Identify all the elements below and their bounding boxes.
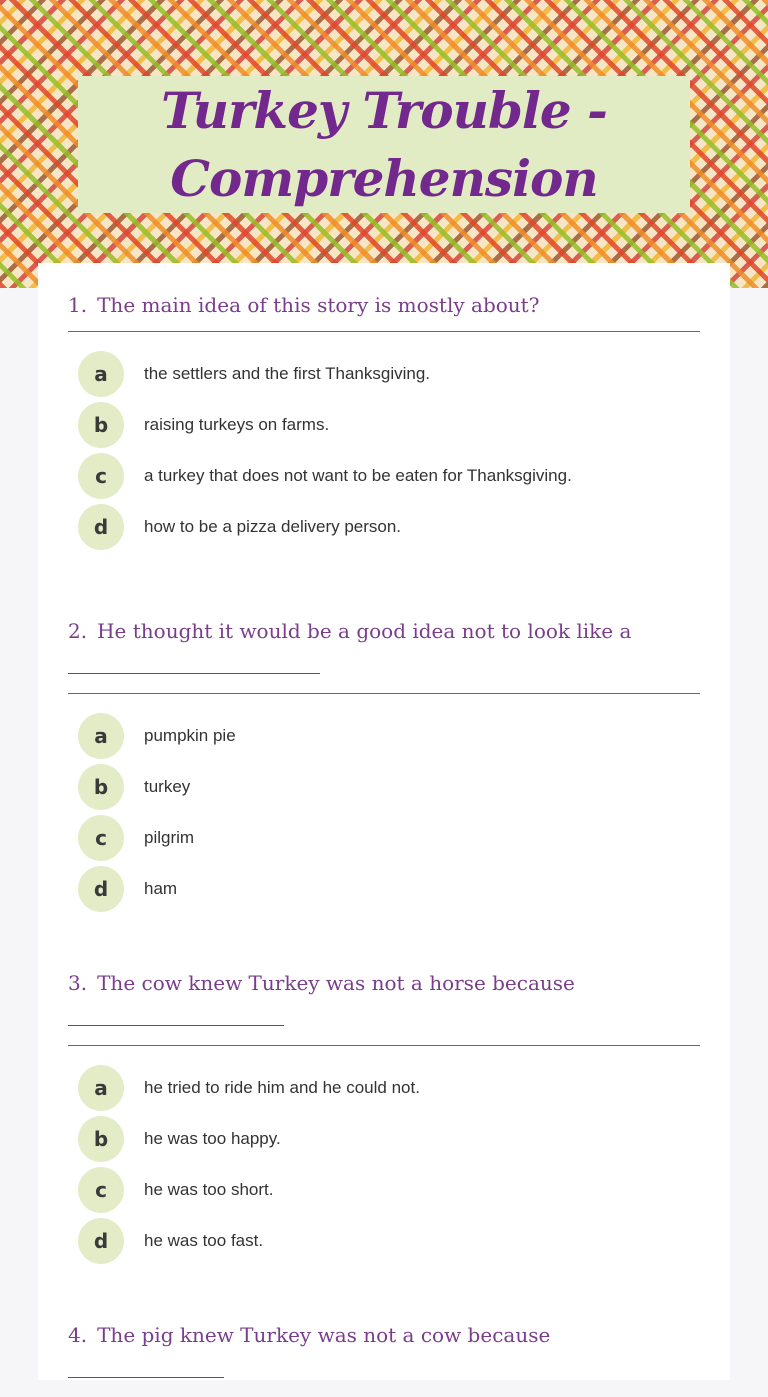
question-1 bbox=[68, 287, 700, 552]
option-letter: a bbox=[78, 713, 124, 759]
answer-option-d[interactable] bbox=[78, 1215, 700, 1266]
answer-option-b[interactable] bbox=[78, 1113, 700, 1164]
question-text bbox=[68, 287, 700, 332]
answer-option-d[interactable] bbox=[78, 863, 700, 914]
option-text: pumpkin pie bbox=[144, 725, 236, 745]
option-letter: c bbox=[78, 1167, 124, 1213]
option-text: a turkey that does not want to be eaten for Thanksgiving. bbox=[144, 465, 572, 485]
option-letter: c bbox=[78, 453, 124, 499]
option-letter: a bbox=[78, 351, 124, 397]
question-number: 4. bbox=[68, 1323, 88, 1347]
answer-option-a[interactable] bbox=[78, 710, 700, 761]
title-box bbox=[78, 76, 690, 213]
worksheet-sheet bbox=[38, 263, 730, 1380]
worksheet-title: Turkey Trouble - Comprehension bbox=[161, 80, 607, 208]
question-prompt: The main idea of this story is mostly about? bbox=[97, 293, 540, 317]
question-number: 3. bbox=[68, 971, 88, 995]
answer-blank bbox=[68, 1005, 284, 1026]
answer-blank bbox=[68, 653, 320, 674]
answer-option-c[interactable] bbox=[78, 1164, 700, 1215]
answer-option-d[interactable] bbox=[78, 501, 700, 552]
option-text: the settlers and the first Thanksgiving. bbox=[144, 363, 431, 383]
question-text bbox=[68, 613, 700, 694]
question-text bbox=[68, 1317, 700, 1397]
option-text: how to be a pizza delivery person. bbox=[144, 516, 402, 536]
option-text: pilgrim bbox=[144, 827, 195, 847]
option-letter: d bbox=[78, 504, 124, 550]
option-letter: b bbox=[78, 402, 124, 448]
answer-list bbox=[68, 1062, 700, 1266]
option-text: raising turkeys on farms. bbox=[144, 414, 330, 434]
answer-option-a[interactable] bbox=[78, 348, 700, 399]
answer-option-a[interactable] bbox=[78, 1062, 700, 1113]
question-prompt: He thought it would be a good idea not to look like a bbox=[97, 619, 632, 643]
question-4 bbox=[68, 1317, 700, 1397]
answer-blank bbox=[68, 1357, 224, 1378]
answer-list bbox=[68, 710, 700, 914]
answer-option-c[interactable] bbox=[78, 450, 700, 501]
answer-option-c[interactable] bbox=[78, 812, 700, 863]
option-text: ham bbox=[144, 878, 178, 898]
option-letter: b bbox=[78, 1116, 124, 1162]
option-letter: b bbox=[78, 764, 124, 810]
question-number: 1. bbox=[68, 293, 88, 317]
option-text: he was too fast. bbox=[144, 1230, 264, 1250]
answer-list bbox=[68, 348, 700, 552]
question-prompt: The cow knew Turkey was not a horse because bbox=[97, 971, 575, 995]
question-text bbox=[68, 965, 700, 1046]
question-prompt: The pig knew Turkey was not a cow because bbox=[97, 1323, 551, 1347]
option-text: he was too short. bbox=[144, 1179, 274, 1199]
option-text: turkey bbox=[144, 776, 191, 796]
option-letter: a bbox=[78, 1065, 124, 1111]
answer-option-b[interactable] bbox=[78, 761, 700, 812]
option-text: he was too happy. bbox=[144, 1128, 281, 1148]
option-text: he tried to ride him and he could not. bbox=[144, 1077, 420, 1097]
answer-option-b[interactable] bbox=[78, 399, 700, 450]
option-letter: d bbox=[78, 1218, 124, 1264]
question-2 bbox=[68, 613, 700, 914]
question-3 bbox=[68, 965, 700, 1266]
question-number: 2. bbox=[68, 619, 88, 643]
option-letter: d bbox=[78, 866, 124, 912]
option-letter: c bbox=[78, 815, 124, 861]
